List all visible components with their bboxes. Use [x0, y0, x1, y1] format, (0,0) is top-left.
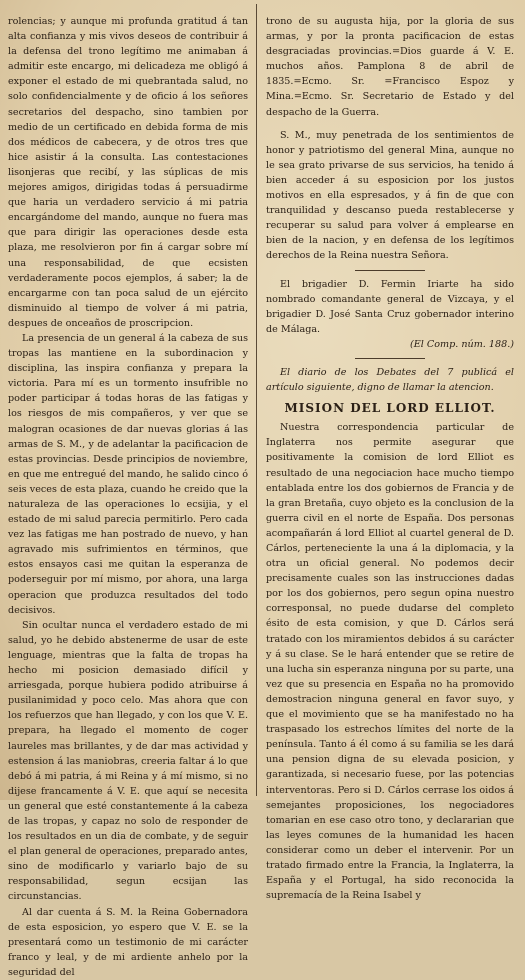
article-body: Nuestra correspondencia particular de Inglaterra nos permite asegurar que positivamente la comision de lord Elliot es resultado de una negociacion hace mucho tiempo entablada entre los dos gobiernos de Francia y de la gran Bretaña, cuyo objeto es la conclusion de la guerra civil en el norte de España. Dos personas acompañarán á lord Elliot al cuartel general de D. Cárlos, perteneciente la una á la diplomacia, y la otra un oficial general. No podemos decir precisamente cuales son las instrucciones dadas por los dos gobiernos, pero segun opina nuestro corresponsal, no puede dudarse del completo ésito de esta comision, y que D. Cárlos será tratado con los miramientos debidos á su carácter y á su clase. Se le hará entender que se retire de una lucha sin esperanza ninguna por su parte, una vez que su presencia en España no ha promovido demostracion ninguna general en favor suyo, y que el movimiento que se ha manifestado no ha traspasado los estrechos límites del norte de la península. Tanto á él como á su familia se les dará una pension digna de su elevada posicion, y garantizada, si necesario fuese, por las potencias interventoras. Pero si D. Cárlos cerrase los oidos á semejantes proposiciones, los negociadores tomarian en ese caso otro tono, y declararian que las leyes comunes de la humanidad les hacen considerar como un deber el intervenir. Por un tratado firmado entre la Francia, la Inglaterra, la España y el Portugal, ha sido reconocida la supremacía de la Reina Isabel y	[266, 422, 514, 902]
article-intro: El diario de los Debates del 7 publicá el artículo siguiente, digno de llamar la atencion.	[266, 366, 514, 394]
royal-response: S. M., muy penetrada de los sentimientos de honor y patriotismo del general Mina, aunque no le sea grato privarse de sus servicios, ha tenido á bien acceder á su esposicion por los justos motivos en ella espresados, y á fin de que con tranquilidad y descanso pueda restablecerse y recuperar su salud para volver á emplearse en bien de la nacion, y en defensa de los legítimos derechos de la Reina nuestra Señora.	[266, 129, 514, 262]
paragraph: rolencias; y aunque mi profunda gratitud á tan alta confianza y mis vivos deseos de contribuir á la defensa del trono legítimo me animaban á admitir este encargo, mi delicadeza me obligó á exponer el estado de mi quebrantada salud, no solo confidencialmente y de oficio á los señores secretarios del despacho, sino tambien por medio de un certificado en debida forma de mis dos médicos de cabecera, y de otros tres que hice asistir á la consulta. Las contestaciones lisonjeras que recibí, y las súplicas de mis mejores amigos, dirigidas todas á persuadirme que haria un verdadero servicio á mi patria encargándome del mando, aunque no fuera mas que para dirigir las operaciones desde esta plaza, me resolvieron por fin á cargar sobre mí una responsabilidad, de que ecsisten verdaderamente pocos ejemplos, á saber; la de encargarme con tan poca salud de un ejército disminuido al tiempo de volver á mi patria, despues de onceaños de proscripcion.	[8, 16, 248, 329]
column-rule	[256, 4, 257, 796]
spacer	[266, 120, 514, 128]
divider	[355, 270, 425, 271]
divider	[355, 358, 425, 359]
paragraph: Al dar cuenta á S. M. la Reina Gobernadora de esta esposicion, yo espero que V. E. se la presentará como un testimonio de mi carácter franco y leal, y de mi ardiente anhelo por la seguridad del	[8, 906, 248, 978]
left-column	[8, 14, 248, 978]
right-column	[266, 14, 514, 902]
paragraph: La presencia de un general á la cabeza de sus tropas las mantiene en la subordinacion y disciplina, las inspira confianza y prepara la victoria. Para mí es un tormento insufrible no poder participar á todas horas de las fatigas y los riesgos de mis compañeros, y ver que se malogran ocasiones de dar nuevas glorias á las armas de S. M., y de adelantar la pacificacion de estas provincias. Desde principios de noviembre, en que me entregué del mando, he salido cinco ó seis veces de esta plaza, cuando he creido que la naturaleza de las operaciones lo ecsijia, y el estado de mi salud parecia permitirlo. Pero cada vez las fatigas me han postrado de nuevo, y han agravado mis sufrimientos en términos, que estos ensayos casi me quitan la esperanza de poderseguir por mí mismo, por ahora, una larga operacion que produzca resultados del todo decisivos.	[8, 332, 248, 616]
appointment-notice: El brigadier D. Fermin Iriarte ha sido nombrado comandante general de Vizcaya, y el brigadier D. José Santa Cruz gobernador interino de Málaga.	[266, 278, 514, 335]
letter-end: trono de su augusta hija, por la gloria de sus armas, y por la pronta pacificacion de estas desgraciadas provincias.=Dios guarde á V. E. muchos años. Pamplona 8 de abril de 1835.=Ecmo. Sr. =Francisco Espoz y Mina.=Ecmo. Sr. Secretario de Estado y del despacho de la Guerra.	[266, 16, 514, 118]
paragraph: Sin ocultar nunca el verdadero estado de mi salud, yo he debido abstenerme de usar de este lenguage, mientras que la falta de tropas ha hecho mi posicion demasiado difícil y arriesgada, porque hubiera podido atribuirse á pusilanimidad y poco celo. Mas ahora que con los refuerzos que han llegado, y con los que V. E. prepara, ha llegado el momento de coger laureles mas brillantes, y de dar mas actividad y estension á las maniobras, creeria faltar á lo que debó á mi patria, á mi Reina y á mí mismo, si no dijese francamente á V. E. que aquí se necesita un general que esté constantemente á la cabeza de las tropas, y capaz no solo de responder de los resultados en un dia de combate, y de seguir el plan general de operaciones, preparado antes, sino de modificarlo y variarlo bajo de su responsabilidad, segun ecsijan las circunstancias.	[8, 619, 248, 903]
source-citation: (El Comp. núm. 188.)	[410, 338, 514, 350]
article-heading: MISION DEL LORD ELLIOT.	[284, 401, 496, 416]
